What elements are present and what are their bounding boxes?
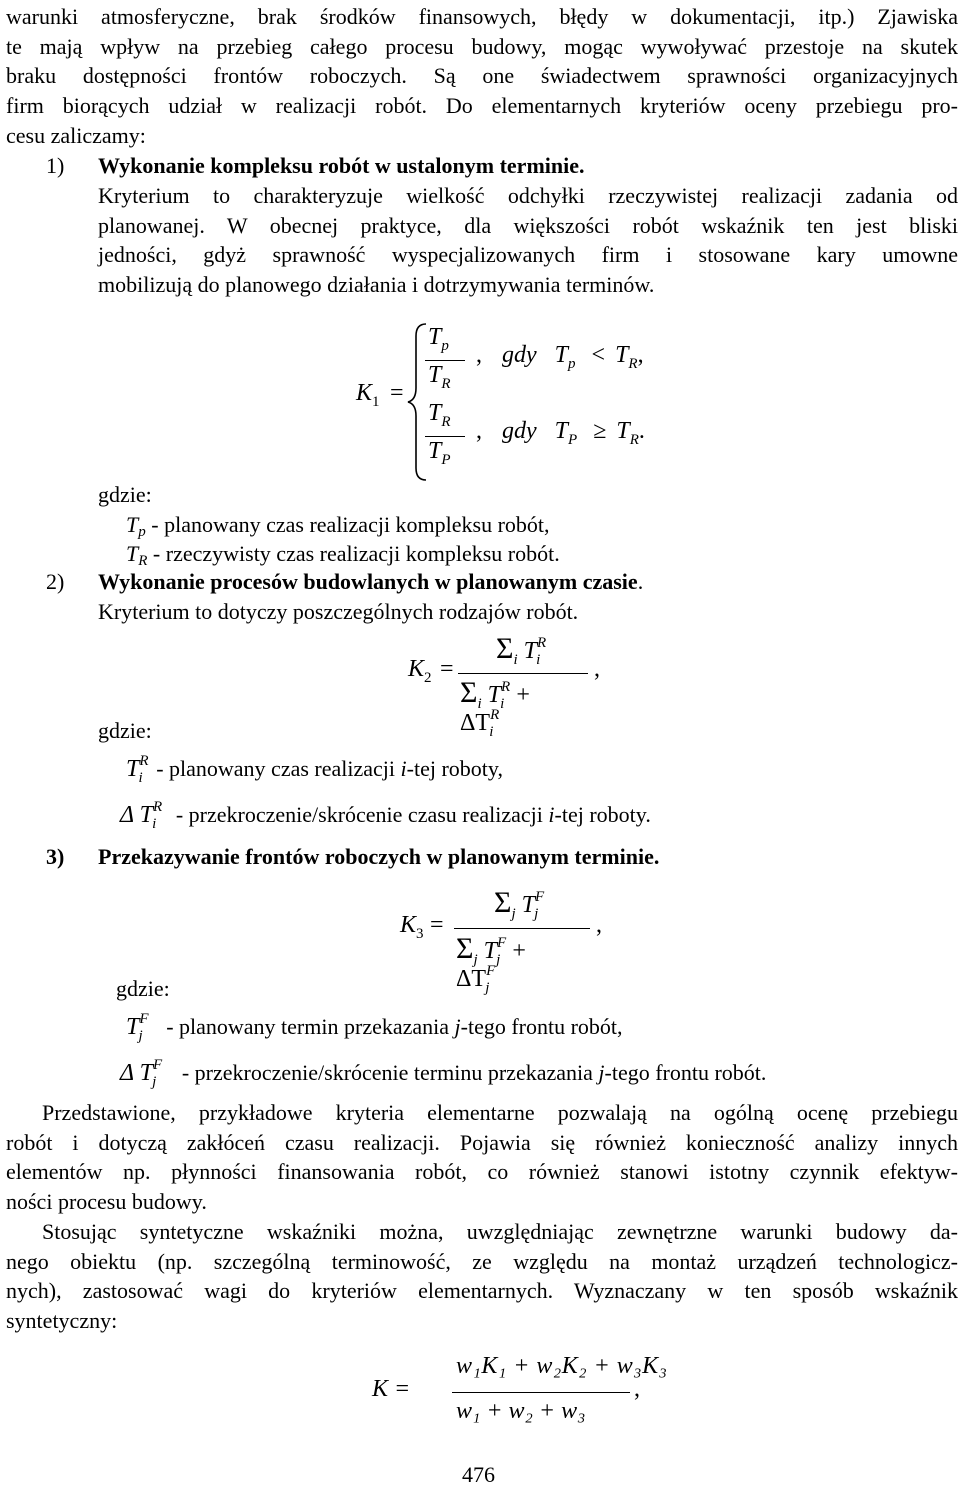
k1-case2-cond-sub1: P (568, 432, 578, 448)
item3-def2-var: j (598, 1060, 605, 1085)
k3-den-sigma: Σ (456, 932, 474, 965)
k2-lhs (408, 656, 432, 686)
k-fraction-line (452, 1392, 630, 1393)
item3-gdzie: gdzie: (116, 976, 170, 1001)
item3-def1-text-a: - planowany termin przekazania (160, 1014, 455, 1039)
k3-num-idx: j (511, 906, 516, 922)
item2-def2-text-a: - przekroczenie/skrócenie czasu realizacji (170, 802, 549, 827)
k1-case2-den-T: T (428, 438, 442, 464)
k2-num-sup: R (537, 635, 547, 651)
k3-num-sigma: Σ (494, 886, 512, 919)
item3-def1-symbol: T (126, 1014, 140, 1040)
k1-lhs (356, 380, 380, 410)
item3-def-1 (126, 1012, 623, 1045)
item3-def1-sub: j (138, 1028, 143, 1044)
k2-fraction-line (458, 673, 588, 674)
k2-den-sub2: i (489, 724, 494, 740)
page-number: 476 (462, 1462, 495, 1487)
item1-line-1: Kryterium to charakteryzuje wielkość odchyłki rzeczywistej realizacji zadania od (98, 183, 958, 208)
k1-case1-condition: , gdy $T_p < T_R$, (476, 342, 644, 372)
k3-num-sub: j (534, 906, 539, 922)
item3-heading: Przekazywanie frontów roboczych w planowanym terminie. (98, 844, 660, 869)
k3-den-sub2: j (485, 980, 490, 996)
intro-line-2: te mają wpływ na przebieg całego procesu budowy, mogąc wywoływać przestoje na skutek (6, 34, 958, 59)
item3-def2-sub: j (152, 1074, 157, 1090)
k1-case1-cond-sub2: R (628, 356, 638, 372)
k1-case2-condition: , gdy $T_P \ge T_R$. (476, 418, 645, 448)
k1-case1-num-sub: p (441, 338, 449, 354)
k1-equals: = (390, 380, 404, 406)
item1-heading-text: Wykonanie kompleksu robót w ustalonym terminie (98, 153, 579, 178)
k3-symbol: K (400, 912, 417, 938)
k1-case2-cond-sub2: R (629, 432, 639, 448)
k3-end: , (596, 912, 602, 938)
k-numerator: w₁K₁ + w₂K₂ + w₃K₃ (456, 1353, 668, 1379)
k1-subscript: 1 (372, 394, 380, 410)
item3-def2-text-b: -tego frontu robót. (604, 1060, 767, 1085)
def2-symbol: T (126, 541, 139, 566)
k2-symbol: K (408, 656, 425, 682)
intro-line-3: braku dostępności frontów roboczych. Są one świadectwem sprawności organizacyjnych (6, 63, 958, 88)
item2-def2-symbol: Δ T (120, 802, 153, 828)
k3-num-sup: F (535, 889, 545, 905)
item3-def2-sup: F (153, 1057, 163, 1073)
item1-gdzie: gdzie: (98, 482, 152, 507)
item2-def2-text-b: -tej roboty. (554, 802, 651, 827)
item3-def1-sup: F (139, 1011, 149, 1027)
intro-line-4: firm biorących udział w realizacji robót. Do elementarnych kryteriów oceny przebiegu pro- (6, 93, 958, 118)
k2-den-sup: R (501, 679, 511, 695)
def1-sub: p (138, 524, 146, 540)
k1-case1-cond-T1: T (554, 342, 569, 368)
k1-case1-cond-sub1: p (568, 356, 576, 372)
k2-denominator (460, 676, 569, 740)
k1-case1-fraction-line (425, 360, 465, 361)
k1-case1-den-sub: R (441, 376, 451, 392)
k3-den-sup: F (497, 935, 507, 951)
k3-den-sup2: F (486, 963, 496, 979)
item2-def2-sup: R (153, 799, 163, 815)
item2-def1-symbol: T (126, 756, 140, 782)
def2-sub: R (138, 553, 148, 569)
item2-def2-var: i (548, 802, 555, 827)
item3-def2-symbol: Δ T (120, 1060, 153, 1086)
item1-line-3: jedności, gdyż sprawność wyspecjalizowanych firm i stosowane kary umowne (98, 242, 958, 267)
def2-text: - rzeczywisty czas realizacji kompleksu robót. (147, 541, 560, 566)
k2-num-T: T (523, 638, 537, 664)
item2-gdzie: gdzie: (98, 718, 152, 743)
curly-brace-icon (404, 322, 428, 482)
item2-heading-text: Wykonanie procesów budowlanych w planowanym czasie (98, 569, 638, 594)
def1-symbol: T (126, 512, 139, 537)
k2-num-idx: i (513, 652, 518, 668)
item3-def1-var: j (454, 1014, 461, 1039)
k2-den-sigma: Σ (460, 676, 478, 709)
k3-numerator (494, 886, 545, 922)
k3-den-idx: j (473, 952, 478, 968)
item1-number: 1) (46, 153, 65, 178)
item3-def1-text-b: -tego frontu robót, (460, 1014, 623, 1039)
k2-den-T: T (487, 682, 501, 708)
para1-line-2: robót i dotyczą zakłóceń czasu realizacji. Pojawia się również konieczność analizy innych (6, 1130, 958, 1155)
k1-case2-end: . (638, 418, 645, 444)
k3-num-T: T (521, 892, 535, 918)
item2-def-2 (120, 800, 651, 833)
k1-symbol: K (356, 380, 373, 406)
item2-def1-text-a: - planowany czas realizacji (150, 756, 401, 781)
k2-den-sup2: R (490, 707, 500, 723)
item2-def-1 (126, 754, 503, 787)
k1-case1-num-T: T (428, 324, 442, 350)
para1-line-1: Przedstawione, przykładowe kryteria elementarne pozwalają na ogólną ocenę przebiegu (42, 1100, 958, 1125)
k3-den-T: T (483, 938, 497, 964)
k-end: , (634, 1376, 640, 1402)
para1-line-3: elementów np. płynności finansowania robót, co również stanowi istotny czynnik efektyw- (6, 1159, 958, 1184)
para2-line-4: syntetyczny: (6, 1308, 118, 1333)
k1-case1-num (428, 324, 449, 354)
para1-line-4: ności procesu budowy. (6, 1189, 207, 1214)
k1-case2-num-sub: R (441, 414, 451, 430)
k1-case1-den-T: T (428, 362, 442, 388)
item3-number: 3) (46, 844, 65, 869)
k3-lhs (400, 912, 424, 942)
k-denominator: w₁ + w₂ + w₃ (456, 1398, 586, 1424)
k3-denominator (456, 932, 565, 996)
k-lhs: K = (372, 1376, 411, 1402)
para2-line-2: nego obiektu (np. szczególną terminowość, ze względu na montaż urządzeń technologicz- (6, 1249, 958, 1274)
k1-case1-operator: < (591, 342, 606, 368)
item3-def-2 (120, 1058, 766, 1091)
item1-heading: Wykonanie kompleksu robót w ustalonym terminie. (98, 153, 585, 178)
k1-case2-fraction-line (425, 436, 465, 437)
k1-case1-den (428, 362, 451, 392)
k1-case1-cond-T2: T (615, 342, 629, 368)
k2-den-sub: i (500, 696, 505, 712)
para2-line-3: nych), zastosować wagi do kryteriów elementarnych. Wyznaczany w ten sposób wskaźnik (6, 1278, 958, 1303)
k1-case1-end: , (637, 342, 644, 368)
k3-subscript: 3 (416, 926, 424, 942)
k1-case2-cond-T2: T (616, 418, 630, 444)
item2-def1-sub: i (138, 770, 143, 786)
item2-number: 2) (46, 569, 65, 594)
k3-den-plus: + ΔT (456, 938, 526, 992)
k1-case2-num-T: T (428, 400, 442, 426)
k3-equals: = (430, 912, 444, 938)
item2-def1-text-b: -tej roboty, (406, 756, 503, 781)
k2-numerator (496, 632, 547, 668)
k2-den-plus: + ΔT (460, 682, 530, 736)
k2-num-sub: i (536, 652, 541, 668)
def1-text: - planowany czas realizacji kompleksu robót, (145, 512, 550, 537)
k2-num-sigma: Σ (496, 632, 514, 665)
k2-equals: = (440, 656, 454, 682)
k2-subscript: 2 (424, 670, 432, 686)
item2-def1-sup: R (139, 753, 149, 769)
para2-line-1: Stosując syntetyczne wskaźniki można, uwzględniając zewnętrzne warunki budowy da- (42, 1219, 958, 1244)
item1-line-2: planowanej. W obecnej praktyce, dla większości robót wskaźnik ten jest bliski (98, 213, 958, 238)
item2-def2-sub: i (152, 816, 157, 832)
item3-def2-text-a: - przekroczenie/skrócenie terminu przekazania (176, 1060, 599, 1085)
k1-case2-num (428, 400, 451, 430)
item2-line: Kryterium to dotyczy poszczególnych rodzajów robót. (98, 599, 579, 624)
k1-case2-den-sub: P (441, 452, 451, 468)
k3-den-sub: j (496, 952, 501, 968)
k2-end: , (594, 656, 600, 682)
k1-case2-cond-T1: T (554, 418, 569, 444)
k2-den-idx: i (477, 696, 482, 712)
item2-heading: Wykonanie procesów budowlanych w planowanym czasie. (98, 569, 644, 594)
intro-line-1: warunki atmosferyczne, brak środków finansowych, błędy w dokumentacji, itp.) Zjawiska (6, 4, 958, 29)
item1-line-4: mobilizują do planowego działania i dotrzymywania terminów. (98, 272, 655, 297)
item2-def1-var: i (400, 756, 407, 781)
k3-fraction-line (454, 928, 590, 929)
intro-line-5: cesu zaliczamy: (6, 123, 146, 148)
k1-case2-operator: ≥ (593, 418, 607, 444)
k1-case2-den (428, 438, 451, 468)
